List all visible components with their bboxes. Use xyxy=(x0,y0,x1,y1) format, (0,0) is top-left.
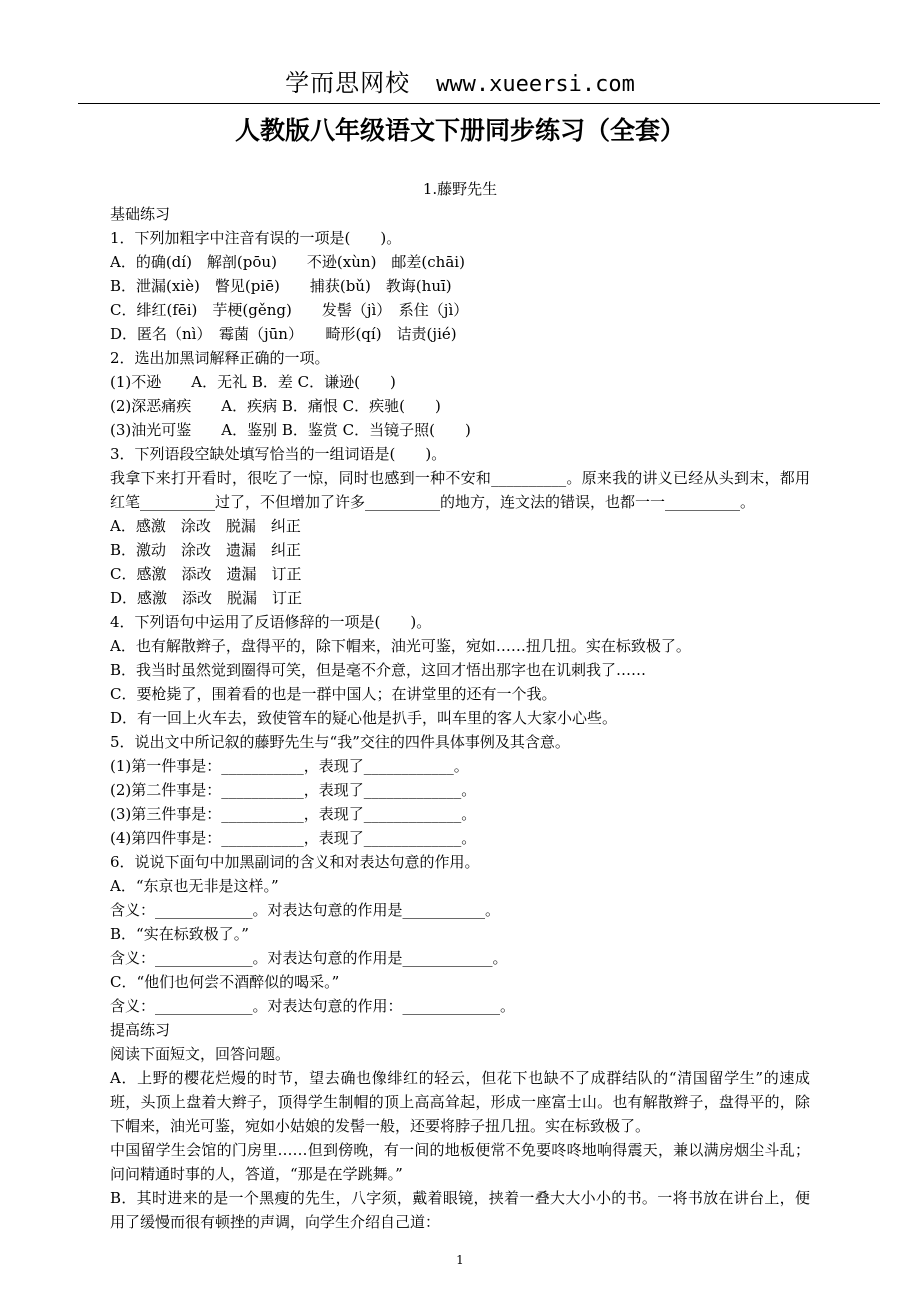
question-5: 5．说出文中所记叙的藤野先生与“我”交往的四件具体事例及其含意。 xyxy=(110,733,570,751)
question-3-option-b: B．激动 涂改 遗漏 纠正 xyxy=(110,541,302,559)
question-3-option-d: D．感激 添改 脱漏 订正 xyxy=(110,589,303,607)
section-title: 1.藤野先生 xyxy=(422,180,498,198)
question-2-item-1: (1)不逊 A．无礼 B．差 C．谦逊( ) xyxy=(110,373,396,391)
question-3: 3．下列语段空缺处填写恰当的一组词语是( )。 xyxy=(110,445,447,463)
document-title: 人教版八年级语文下册同步练习（全套） xyxy=(234,116,685,145)
reading-instruction: 阅读下面短文，回答问题。 xyxy=(110,1045,291,1063)
question-3-option-c: C．感激 添改 遗漏 订正 xyxy=(110,565,302,583)
question-5-blank-3: (3)第三件事是：___________，表现了_____________。 xyxy=(110,805,477,823)
site-url[interactable]: www.xueersi.com xyxy=(436,72,635,97)
question-3-option-a: A．感激 涂改 脱漏 纠正 xyxy=(110,517,301,535)
question-6-answer-a: 含义：_____________。对表达句意的作用是___________。 xyxy=(110,901,501,919)
page-header xyxy=(0,68,920,100)
question-2: 2．选出加黑词解释正确的一项。 xyxy=(110,349,330,367)
question-4-option-b: B．我当时虽然觉到圈得可笑，但是毫不介意，这回才悟出那字也在讥刺我了…… xyxy=(110,661,647,679)
question-2-item-3: (3)油光可鉴 A．鉴别 B．鉴赏 C．当镜子照( ) xyxy=(110,421,471,439)
reading-passage-a-1: A．上野的樱花烂熳的时节，望去确也像绯红的轻云，但花下也缺不了成群结队的“清国留学生”的速成班，头顶上盘着大辫子，顶得学生制帽的顶上高高耸起，形成一座富士山。也有解散辫子，盘得平的，除下帽来，油光可鉴，宛如小姑娘的发髻一般，还要将脖子扭几扭。实在标致极了。 xyxy=(110,1069,810,1135)
question-4: 4．下列语句中运用了反语修辞的一项是( )。 xyxy=(110,613,432,631)
subheading-advanced: 提高练习 xyxy=(110,1021,171,1039)
site-name: 学而思网校 xyxy=(285,69,411,97)
question-6-answer-b: 含义：_____________。对表达句意的作用是____________。 xyxy=(110,949,508,967)
reading-passage-b: B．其时进来的是一个黑瘦的先生，八字须，戴着眼镜，挟着一叠大大小小的书。一将书放在讲台上，便用了缓慢而很有顿挫的声调，向学生介绍自己道： xyxy=(110,1189,810,1231)
reading-passage-a-2: 中国留学生会馆的门房里……但到傍晚，有一间的地板便常不免要咚咚地响得震天，兼以满房烟尘斗乱；问问精通时事的人，答道，“那是在学跳舞。” xyxy=(110,1141,810,1183)
question-1-option-b: B．泄漏(xiè) 瞥见(piē) 捕获(bǔ) 教诲(huī) xyxy=(110,277,452,295)
header-divider xyxy=(78,103,880,104)
question-1-option-a: A．的确(dí) 解剖(pōu) 不逊(xùn) 邮差(chāi) xyxy=(110,253,465,271)
question-4-option-a: A．也有解散辫子，盘得平的，除下帽来，油光可鉴，宛如……扭几扭。实在标致极了。 xyxy=(110,637,691,655)
question-6: 6．说说下面句中加黑副词的含义和对表达句意的作用。 xyxy=(110,853,480,871)
document-body xyxy=(110,202,810,1234)
question-1: 1．下列加粗字中注音有误的一项是( )。 xyxy=(110,229,402,247)
subheading-basic: 基础练习 xyxy=(110,205,171,223)
question-5-blank-2: (2)第二件事是：___________，表现了_____________。 xyxy=(110,781,477,799)
question-4-option-c: C．要枪毙了，围着看的也是一群中国人；在讲堂里的还有一个我。 xyxy=(110,685,557,703)
question-4-option-d: D．有一回上火车去，致使管车的疑心他是扒手，叫车里的客人大家小心些。 xyxy=(110,709,618,727)
question-5-blank-1: (1)第一件事是：___________，表现了____________。 xyxy=(110,757,469,775)
question-2-item-2: (2)深恶痛疾 A．疾病 B．痛恨 C．疾驰( ) xyxy=(110,397,441,415)
page-number: 1 xyxy=(456,1253,464,1267)
question-5-blank-4: (4)第四件事是：___________，表现了_____________。 xyxy=(110,829,477,847)
question-6-sentence-b: B．“实在标致极了。” xyxy=(110,925,249,943)
question-6-answer-c: 含义：_____________。对表达句意的作用：_____________。 xyxy=(110,997,516,1015)
question-1-option-c: C．绯红(fēi) 芋梗(gěng) 发髻（jì） 系住（jì） xyxy=(110,301,469,319)
question-6-sentence-a: A．“东京也无非是这样。” xyxy=(110,877,279,895)
question-6-sentence-c: C．“他们也何尝不酒醉似的喝采。” xyxy=(110,973,340,991)
question-1-option-d: D．匿名（nì） 霉菌（jūn） 畸形(qí) 诘责(jié) xyxy=(110,325,457,343)
question-3-passage: 我拿下来打开看时，很吃了一惊，同时也感到一种不安和__________。原来我的讲义已经从头到末，都用红笔__________过了，不但增加了许多__________的地方，连文法的错误，也都一一__________。 xyxy=(110,469,810,511)
